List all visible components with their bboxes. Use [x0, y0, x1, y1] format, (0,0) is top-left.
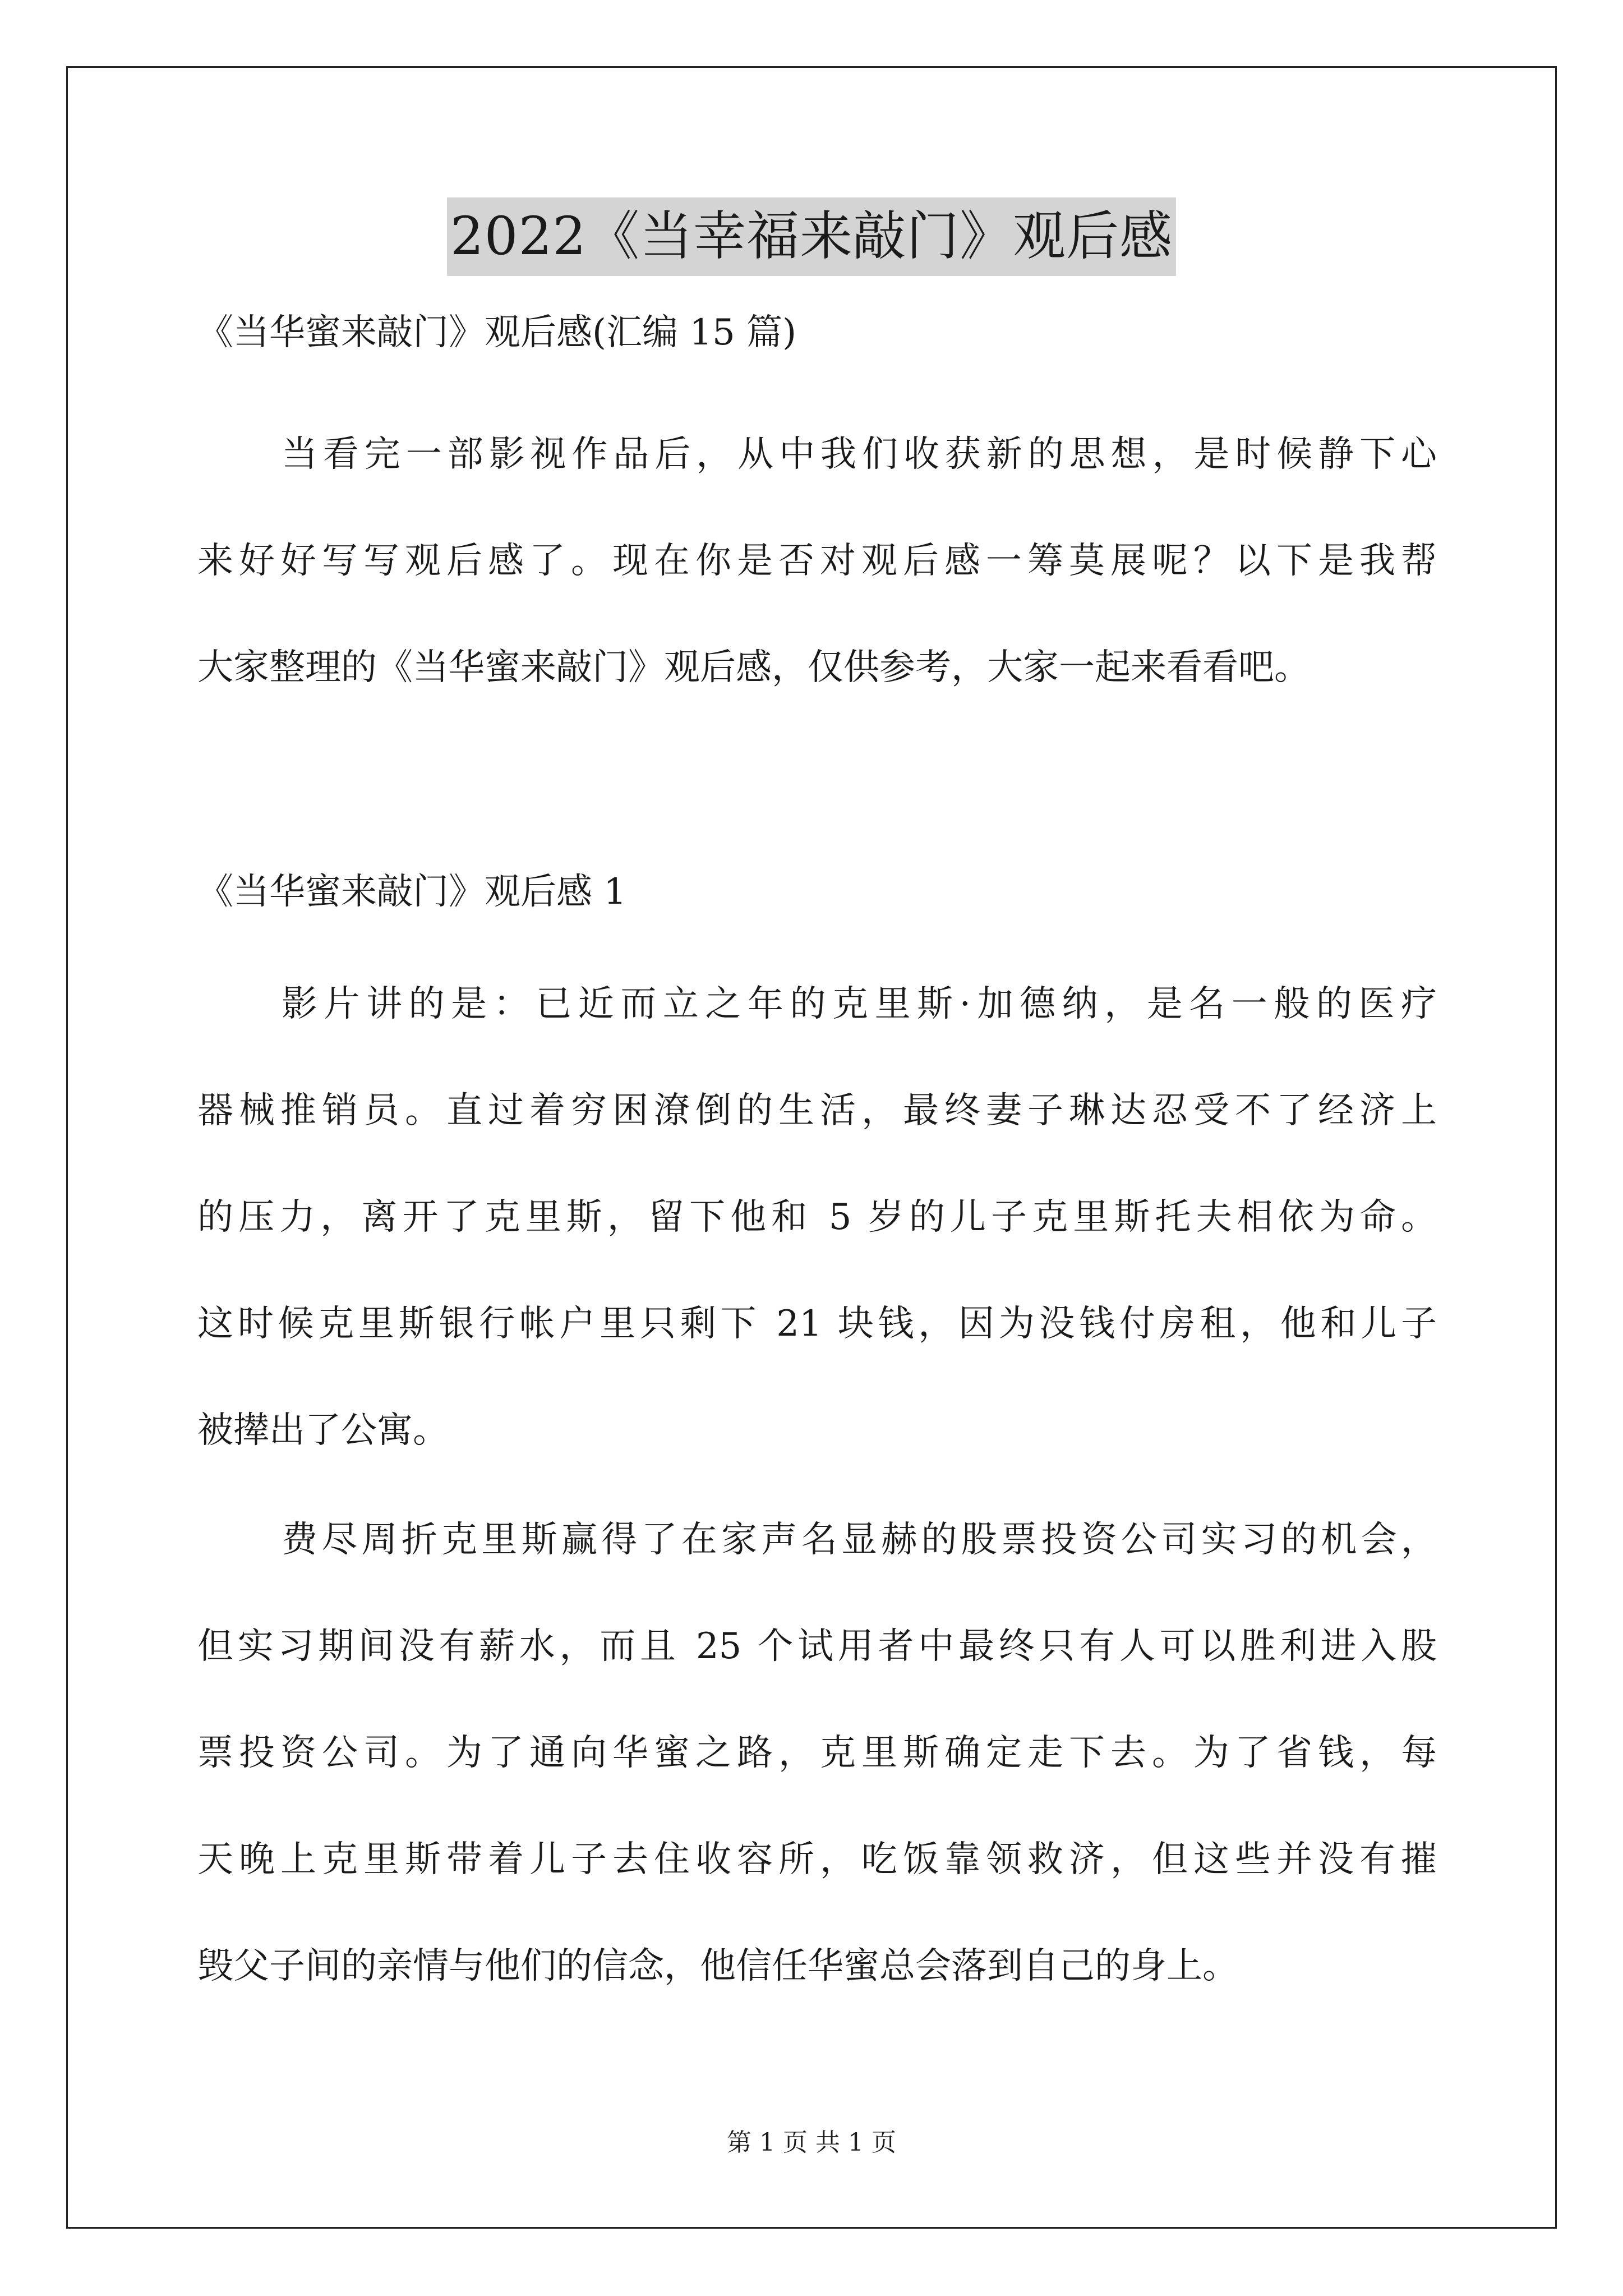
para2-line: 天晚上克里斯带着儿子去住收容所，吃饭靠领救济，但这些并没有摧 — [197, 1839, 1437, 1880]
document-title: 2022《当幸福来敲门》观后感 — [447, 197, 1176, 276]
para1-line: 器械推销员。直过着穷困潦倒的生活，最终妻子琳达忍受不了经济上 — [197, 1090, 1437, 1131]
document-subtitle: 《当华蜜来敲门》观后感(汇编 15 篇) — [197, 312, 797, 353]
para1-line: 影片讲的是：已近而立之年的克里斯·加德纳，是名一般的医疗 — [282, 983, 1437, 1025]
intro-line: 大家整理的《当华蜜来敲门》观后感，仅供参考，大家一起来看看吧。 — [197, 647, 1310, 688]
section-heading: 《当华蜜来敲门》观后感 1 — [197, 871, 627, 913]
para2-line: 但实习期间没有薪水，而且 25 个试用者中最终只有人可以胜利进入股 — [197, 1626, 1437, 1667]
page-border — [66, 66, 1557, 2229]
intro-line: 来好好写写观后感了。现在你是否对观后感一筹莫展呢？以下是我帮 — [197, 540, 1437, 582]
para2-line: 毁父子间的亲情与他们的信念，他信任华蜜总会落到自己的身上。 — [197, 1945, 1238, 1987]
para1-line: 的压力，离开了克里斯，留下他和 5 岁的儿子克里斯托夫相依为命。 — [197, 1197, 1437, 1238]
page-footer: 第 1 页 共 1 页 — [727, 2128, 896, 2157]
para1-line: 被撵出了公寓。 — [197, 1410, 449, 1451]
para2-line: 票投资公司。为了通向华蜜之路，克里斯确定走下去。为了省钱，每 — [197, 1732, 1437, 1774]
para1-line: 这时候克里斯银行帐户里只剩下 21 块钱，因为没钱付房租，他和儿子 — [197, 1303, 1437, 1345]
intro-line: 当看完一部影视作品后，从中我们收获新的思想，是时候静下心 — [282, 434, 1437, 475]
para2-line: 费尽周折克里斯赢得了在家声名显赫的股票投资公司实习的机会， — [282, 1519, 1437, 1561]
title-block — [0, 197, 1623, 276]
